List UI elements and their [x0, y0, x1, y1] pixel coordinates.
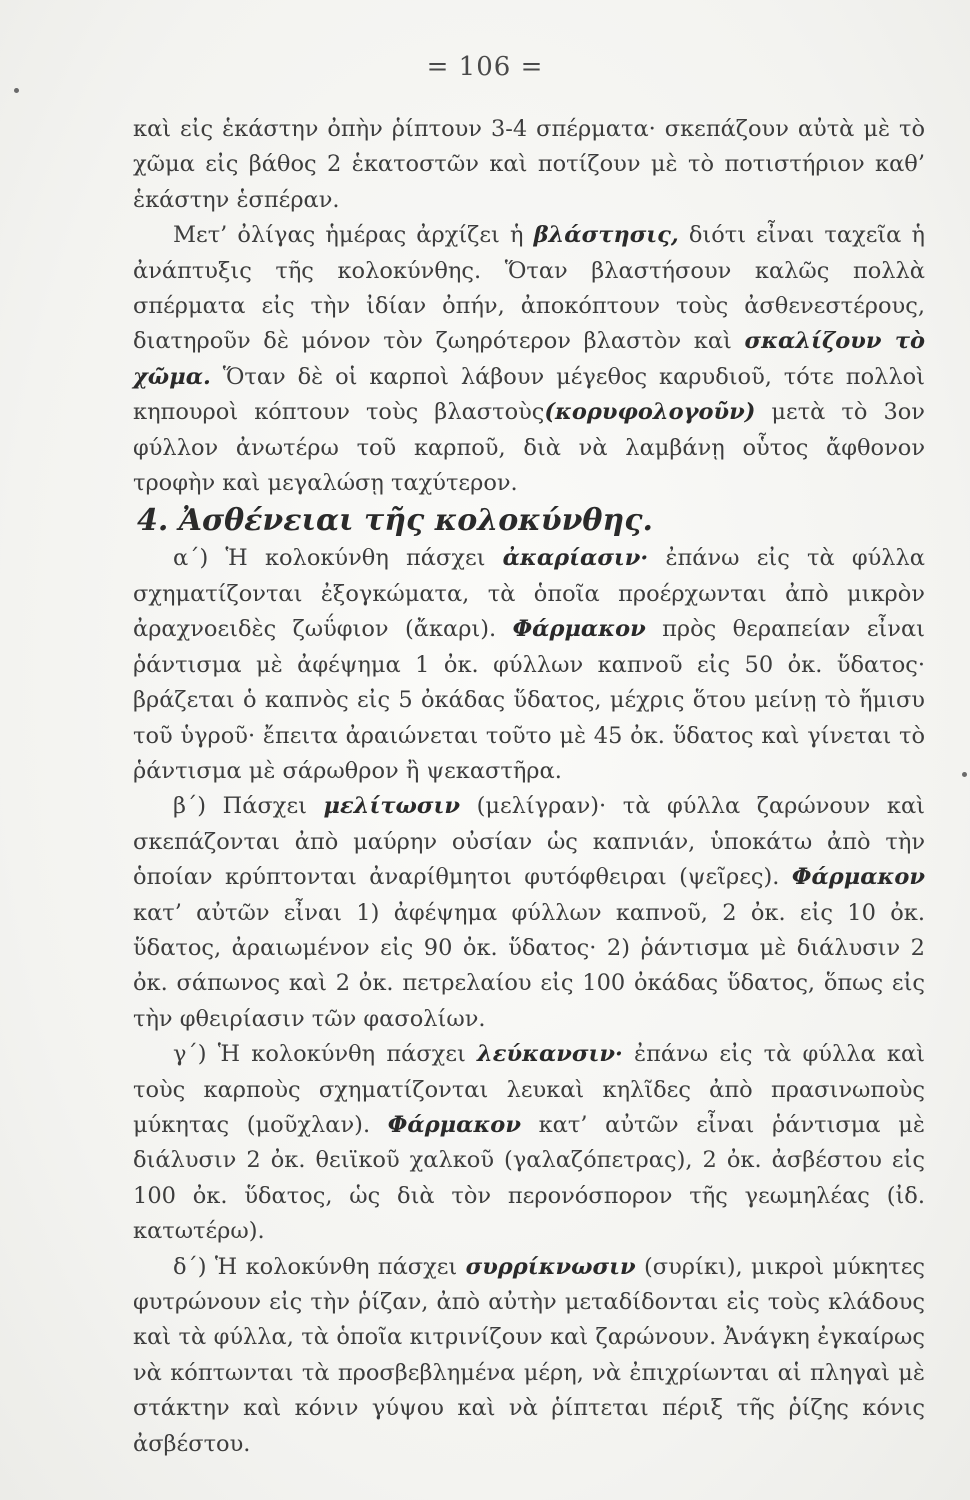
term-remedy: Φάρμακον	[512, 616, 646, 643]
paragraph-disease-d	[133, 1250, 925, 1462]
text-run: πρὸς θεραπείαν εἶναι ῥάντισμα μὲ ἀφέψημα 1 ὀκ. φύλλων καπνοῦ εἰς 50 ὀκ. ὕδατος· βράζεται ὁ καπνὸς εἰς 5 ὀκάδας ὕδατος, μέχρις ὅτου μείνῃ τὸ ἥμισυ τοῦ ὑγροῦ· ἔπειτα ἀραιώνεται τοῦτο μὲ 45 ὀκ. ὕδατος καὶ γίνεται τὸ ῥάντισμα μὲ σάρωθρον ἢ ψεκαστῆρα.	[133, 616, 925, 784]
section-heading: 4. Ἀσθένειαι τῆς κολοκύνθης.	[137, 503, 653, 539]
page-body	[133, 112, 925, 1462]
text-run: ἐπάνω εἰς τὰ φύλλα σχηματίζονται ἐξογκώματα, τὰ ὁποῖα προέρχωνται ἀπὸ μικρὸν ἀραχνοειδὲς ζωΰφιον (ἄκαρι).	[133, 545, 925, 643]
text-run: γ΄) Ἡ κολοκύνθη πάσχει	[173, 1041, 478, 1068]
text-run: ἐπάνω εἰς τὰ φύλλα καὶ τοὺς καρποὺς σχηματίζονται λευκαὶ κηλῖδες ἀπὸ πρασινωποὺς μύκητας (μοῦχλαν).	[133, 1041, 925, 1138]
text-run: (μελίγραν)· τὰ φύλλα ζαρώνουν καὶ σκεπάζονται ἀπὸ μαύρην οὐσίαν ὡς καπνιάν, ὑποκάτω ἀπὸ τὴν ὁποίαν κρύπτονται ἀναρίθμητοι φυτόφθειραι (ψεῖρες).	[133, 793, 925, 891]
term-remedy: Φάρμακον	[791, 864, 925, 891]
text-run: (συρίκι), μικροὶ μύκητες φυτρώνουν εἰς τὴν ῥίζαν, ἀπὸ αὐτὴν μεταδίδονται εἰς τοὺς κλάδους καὶ τὰ φύλλα, τὰ ὁποῖα κιτρινίζουν καὶ ζαρώνουν. Ἀνάγκη ἐγκαίρως νὰ κόπτωνται τὰ προσβεβλημένα μέρη, νὰ ἐπιχρίωνται αἱ πληγαὶ μὲ στάκτην καὶ κόνιν γύψου καὶ νὰ ῥίπτεται πέριξ τῆς ῥίζης κόνις ἀσβέστου.	[133, 1253, 925, 1457]
text-run: μετὰ τὸ 3ον φύλλον ἀνωτέρω τοῦ καρποῦ, διὰ νὰ λαμβάνῃ οὗτος ἄφθονον τροφὴν καὶ μεγαλώσῃ ταχύτερον.	[133, 399, 925, 497]
margin-speck	[962, 772, 967, 777]
paragraph-disease-a	[133, 541, 925, 789]
text-run: α΄) Ἡ κολοκύνθη πάσχει	[173, 545, 503, 572]
term-topping: (κορυφολογοῦν)	[544, 399, 756, 426]
paragraph-germination	[133, 218, 925, 501]
term-disease: λεύκανσιν·	[477, 1041, 623, 1068]
margin-speck	[14, 88, 19, 93]
text-run: διότι εἶναι ταχεῖα ἡ ἀνάπτυξις τῆς κολοκύνθης. Ὅταν βλαστήσουν καλῶς πολλὰ σπέρματα εἰς τὴν ἰδίαν ὀπήν, ἀποκόπτουν τοὺς ἀσθενεστέρους, διατηροῦν δὲ μόνον τὸν ζωηρότερον βλαστὸν καὶ	[133, 222, 925, 355]
text-run: β΄) Πάσχει	[173, 793, 324, 820]
text-run: Ὅταν δὲ οἱ καρποὶ λάβουν μέγεθος καρυδιοῦ, τότε πολλοὶ κηπουροὶ κόπτουν τοὺς βλαστοὺς	[133, 363, 925, 426]
text-run: Μετ’ ὀλίγας ἡμέρας ἀρχίζει ἡ	[173, 222, 534, 249]
paragraph-disease-b	[133, 789, 925, 1037]
term-disease: ἀκαρίασιν·	[502, 545, 649, 572]
paragraph-sowing: καὶ εἰς ἑκάστην ὀπὴν ῥίπτουν 3-4 σπέρματα· σκεπάζουν αὐτὰ μὲ τὸ χῶμα εἰς βάθος 2 ἑκατοστῶν καὶ ποτίζουν μὲ τὸ ποτιστήριον καθ’ ἑκάστην ἑσπέραν.	[133, 116, 925, 213]
term-hoeing: σκαλίζουν τὸ χῶμα.	[133, 328, 925, 390]
text-run: κατ’ αὐτῶν εἶναι 1) ἀφέψημα φύλλων καπνοῦ, 2 ὀκ. εἰς 10 ὀκ. ὕδατος, ἀραιωμένον εἰς 90 ὀκ. ὕδατος· 2) ῥάντισμα μὲ διάλυσιν 2 ὀκ. σάπωνος καὶ 2 ὀκ. πετρελαίου εἰς 100 ὀκάδας ὕδατος, ὅπως εἰς τὴν φθειρίασιν τῶν φασολίων.	[133, 899, 925, 1032]
page-number: = 106 =	[426, 52, 544, 82]
term-germination: βλάστησις,	[533, 222, 679, 249]
paragraph-disease-c	[133, 1037, 925, 1249]
text-run: κατ’ αὐτῶν εἶναι ῥάντισμα μὲ διάλυσιν 2 ὀκ. θειϊκοῦ χαλκοῦ (γαλαζόπετρας), 2 ὀκ. ἀσβέστου εἰς 100 ὀκ. ὕδατος, ὡς διὰ τὸν περονόσπορον τῆς γεωμηλέας (ἰδ. κατωτέρω).	[133, 1111, 925, 1245]
term-disease: μελίτωσιν	[323, 793, 460, 820]
term-remedy: Φάρμακον	[387, 1111, 521, 1138]
text-run: δ΄) Ἡ κολοκύνθη πάσχει	[173, 1253, 466, 1280]
term-disease: συρρίκνωσιν	[465, 1253, 636, 1280]
